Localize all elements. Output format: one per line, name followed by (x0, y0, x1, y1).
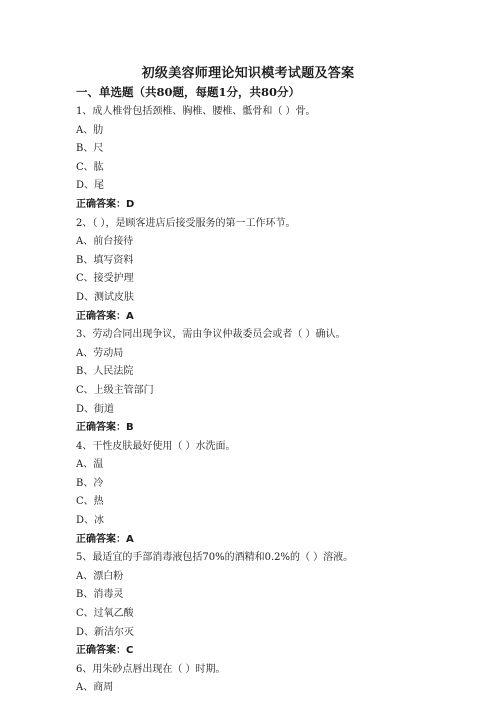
option-c: C、接受护理 (76, 273, 134, 285)
correct-answer: 正确答案：B (76, 422, 134, 434)
option-a: A、漂白粉 (76, 570, 124, 582)
option-b: B、消毒灵 (76, 589, 124, 601)
option-b: B、人民法院 (76, 366, 134, 378)
option-d: D、街道 (76, 403, 115, 415)
option-c: C、过氧乙酸 (76, 608, 134, 620)
option-d: D、冰 (76, 515, 105, 527)
option-c: C、热 (76, 496, 104, 508)
option-a: A、肋 (76, 124, 104, 136)
option-d: D、尾 (76, 180, 105, 192)
option-d: D、新洁尔灭 (76, 626, 135, 638)
correct-answer: 正确答案：D (76, 198, 135, 210)
option-b: B、尺 (76, 143, 104, 155)
option-c: C、上级主管部门 (76, 384, 154, 396)
option-a: A、商周 (76, 682, 114, 694)
option-c: C、肱 (76, 161, 104, 173)
question-list (76, 103, 476, 698)
correct-answer: 正确答案：A (76, 310, 134, 322)
question-stem: 1、成人椎骨包括颈椎、胸椎、腰椎、骶骨和（ ）骨。 (76, 106, 316, 117)
question-stem: 2、（ ），是顾客进店后接受服务的第一工作环节。 (76, 217, 296, 229)
option-b: B、填写资料 (76, 254, 134, 266)
question-stem: 4、干性皮肤最好使用（ ）水洗面。 (76, 440, 236, 452)
document-title: 初级美容师理论知识模考试题及答案 (141, 66, 355, 81)
correct-answer: 正确答案：A (76, 533, 134, 545)
option-a: A、温 (76, 459, 104, 471)
option-a: A、前台接待 (76, 236, 134, 248)
option-a: A、劳动局 (76, 347, 124, 359)
section-heading: 一、单选题（共80题，每题1分，共80分） (76, 85, 301, 99)
question-stem: 6、用朱砂点唇出现在（ ）时期。 (76, 663, 226, 675)
question-stem: 5、最适宜的手部消毒液包括70%的酒精和0.2%的（ ）溶液。 (76, 552, 354, 564)
correct-answer: 正确答案：C (76, 645, 134, 657)
question-stem: 3、劳动合同出现争议，需由争议仲裁委员会或者（ ）确认。 (76, 329, 346, 341)
option-d: D、测试皮肤 (76, 291, 135, 303)
option-b: B、冷 (76, 477, 104, 489)
